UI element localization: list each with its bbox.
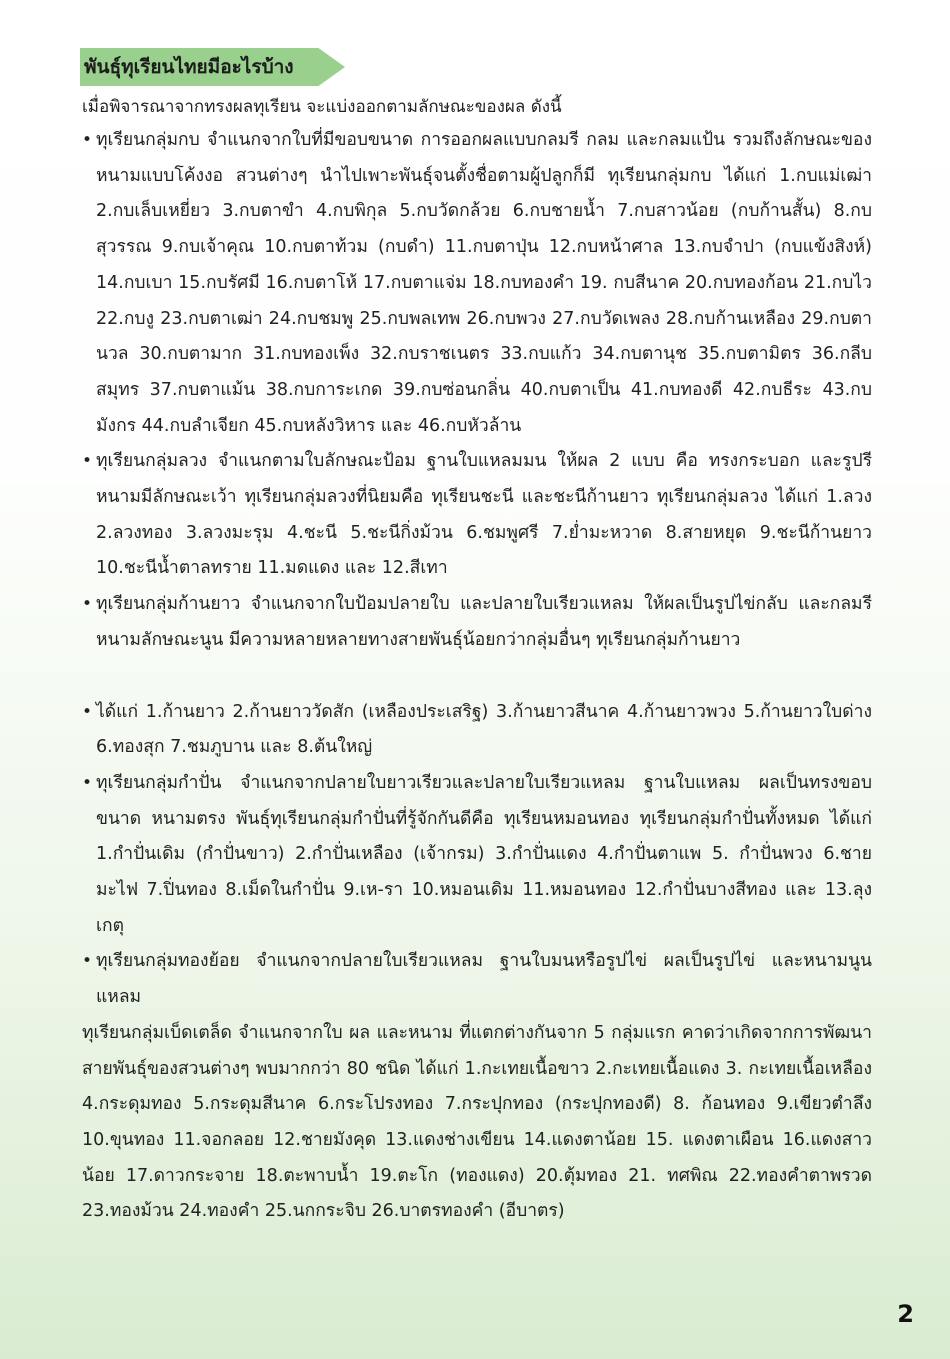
bullet-icon: • [82,701,93,722]
paragraph-luang-group: ทุเรียนกลุ่มลวง จำแนกตามใบลักษณะป้อม ฐานใบแหลมมน ให้ผล 2 แบบ คือ ทรงกระบอก และรูปรี หนามมีลักษณะเว้า ทุเรียนกลุ่มลวงที่นิยมคือ ทุเรียนชะนี และชะนีก้านยาว ทุเรียนกลุ่มลวง ได้แก่ 1.ลวง 2.ลวงทอง 3.ลวงมะรุม 4.ชะนี 5.ชะนีกิ่งม้วน 6.ชมพูศรี 7.ย่ำมะหวาด 8.สายหยุด 9.ชะนีก้านยาว 10.ชะนีน้ำตาลทราย 11.มดแดง และ 12.สีเทา [96,451,872,579]
list-item-kanyao-group [82,587,872,658]
paragraph-kanyao-group: ทุเรียนกลุ่มก้านยาว จำแนกจากใบป้อมปลายใบ และปลายใบเรียวแหลม ให้ผลเป็นรูปไข่กลับ และกลมรี หนามลักษณะนูน มีความหลายหลายทางสายพันธุ์น้อยกว่ากลุ่มอื่นๆ ทุเรียนกลุ่มก้านยาว [96,594,872,650]
paragraph-kob-group: ทุเรียนกลุ่มกบ จำแนกจากใบที่มีขอบขนาด การออกผลแบบกลมรี กลม และกลมแป้น รวมถึงลักษณะของหนามแบบโค้งงอ สวนต่างๆ นำไปเพาะพันธุ์จนตั้งชื่อตามผู้ปลูกก็มี ทุเรียนกลุ่มกบ ได้แก่ 1.กบแม่เฒ่า 2.กบเล็บเหยี่ยว 3.กบตาขำ 4.กบพิกุล 5.กบวัดกล้วย 6.กบชายน้ำ 7.กบสาวน้อย (กบก้านสั้น) 8.กบสุวรรณ 9.กบเจ้าคุณ 10.กบตาท้วม (กบดำ) 11.กบตาปุ่น 12.กบหน้าศาล 13.กบจำปา (กบแข้งสิงห์) 14.กบเบา 15.กบรัศมี 16.กบตาโห้ 17.กบตาแจ่ม 18.กบทองคำ 19. กบสีนาค 20.กบทองก้อน 21.กบไว 22.กบงู 23.กบตาเฒ่า 24.กบชมพู 25.กบพลเทพ 26.กบพวง 27.กบวัดเพลง 28.กบก้านเหลือง 29.กบตานวล 30.กบตามาก 31.กบทองเพ็ง 32.กบราชเนตร 33.กบแก้ว 34.กบตานุช 35.กบตามิตร 36.กลีบสมุทร 37.กบตาแม้น 38.กบการะเกด 39.กบซ่อนกลิ่น 40.กบตาเป็น 41.กบทองดี 42.กบธีระ 43.กบมังกร 44.กบลำเจียก 45.กบหลังวิหาร และ 46.กบหัวล้าน [96,130,872,436]
bullet-icon: • [82,130,93,150]
intro-text: เมื่อพิจารณาจากทรงผลทุเรียน จะแบ่งออกตามลักษณะของผล ดังนี้ [82,97,562,117]
list-item-luang-group [82,444,872,587]
paragraph-gap [82,659,872,695]
paragraph-thongyoi-group: ทุเรียนกลุ่มทองย้อย จำแนกจากปลายใบเรียวแหลม ฐานใบมนหรือรูปไข่ ผลเป็นรูปไข่ และหนามนูนแหลม [96,951,872,1008]
bullet-icon: • [82,951,93,972]
bullet-icon: • [82,594,93,615]
list-item-kanyao-varieties [82,695,872,766]
list-item-kampan-group [82,766,872,945]
paragraph-betalet-group: ทุเรียนกลุ่มเบ็ดเตล็ด จำแนกจากใบ ผล และหนาม ที่แตกต่างกันจาก 5 กลุ่มแรก คาดว่าเกิดจากการพัฒนาสายพันธุ์ของสวนต่างๆ พบมากกว่า 80 ชนิด ได้แก่ 1.กะเทยเนื้อขาว 2.กะเทยเนื้อแดง 3. กะเทยเนื้อเหลือง 4.กระดุมทอง 5.กระดุมสีนาค 6.กระโปรงทอง 7.กระปุกทอง (กระปุกทองดี) 8. ก้อนทอง 9.เขียวตำลึง 10.ขุนทอง 11.จอกลอย 12.ชายมังคุด 13.แดงช่างเขียน 14.แดงตาน้อย 15. แดงตาเผือน 16.แดงสาวน้อย 17.ดาวกระจาย 18.ตะพาบน้ำ 19.ตะโก (ทองแดง) 20.ตุ้มทอง 21. ทศพิณ 22.ทองคำตาพรวด 23.ทองม้วน 24.ทองคำ 25.นกกระจิบ 26.บาตรทองคำ (อีบาตร) [82,1022,872,1222]
paragraph-kampan-group: ทุเรียนกลุ่มกำปั่น จำแนกจากปลายใบยาวเรียวและปลายใบเรียวแหลม ฐานใบแหลม ผลเป็นทรงขอบขนาด หนามตรง พันธุ์ทุเรียนกลุ่มกำปั่นที่รู้จักกันดีคือ ทุเรียนหมอนทอง ทุเรียนกลุ่มกำปั่นทั้งหมด ได้แก่ 1.กำปั่นเดิม (กำปั่นขาว) 2.กำปั่นเหลือง (เจ้ากรม) 3.กำปั่นแดง 4.กำปั่นตาแพ 5. กำปั่นพวง 6.ชายมะไฟ 7.ปิ่นทอง 8.เม็ดในกำปั่น 9.เห-รา 10.หมอนเดิม 11.หมอนทอง 12.กำปั่นบางสีทอง และ 13.ลุงเกตุ [96,772,872,936]
paragraph-kanyao-varieties: ได้แก่ 1.ก้านยาว 2.ก้านยาววัดสัก (เหลืองประเสริฐ) 3.ก้านยาวสีนาค 4.ก้านยาวพวง 5.ก้านยาวใบด่าง 6.ทองสุก 7.ชมภูบาน และ 8.ต้นใหญ่ [96,701,872,758]
page-title: พันธุ์ทุเรียนไทยมีอะไรบ้าง [84,56,294,78]
bullet-icon: • [82,451,93,472]
content-body [82,123,872,1230]
list-item-kob-group [82,123,872,444]
bullet-icon: • [82,772,93,793]
page-number: 2 [897,1300,914,1328]
list-item-thongyoi-group [82,944,872,1015]
